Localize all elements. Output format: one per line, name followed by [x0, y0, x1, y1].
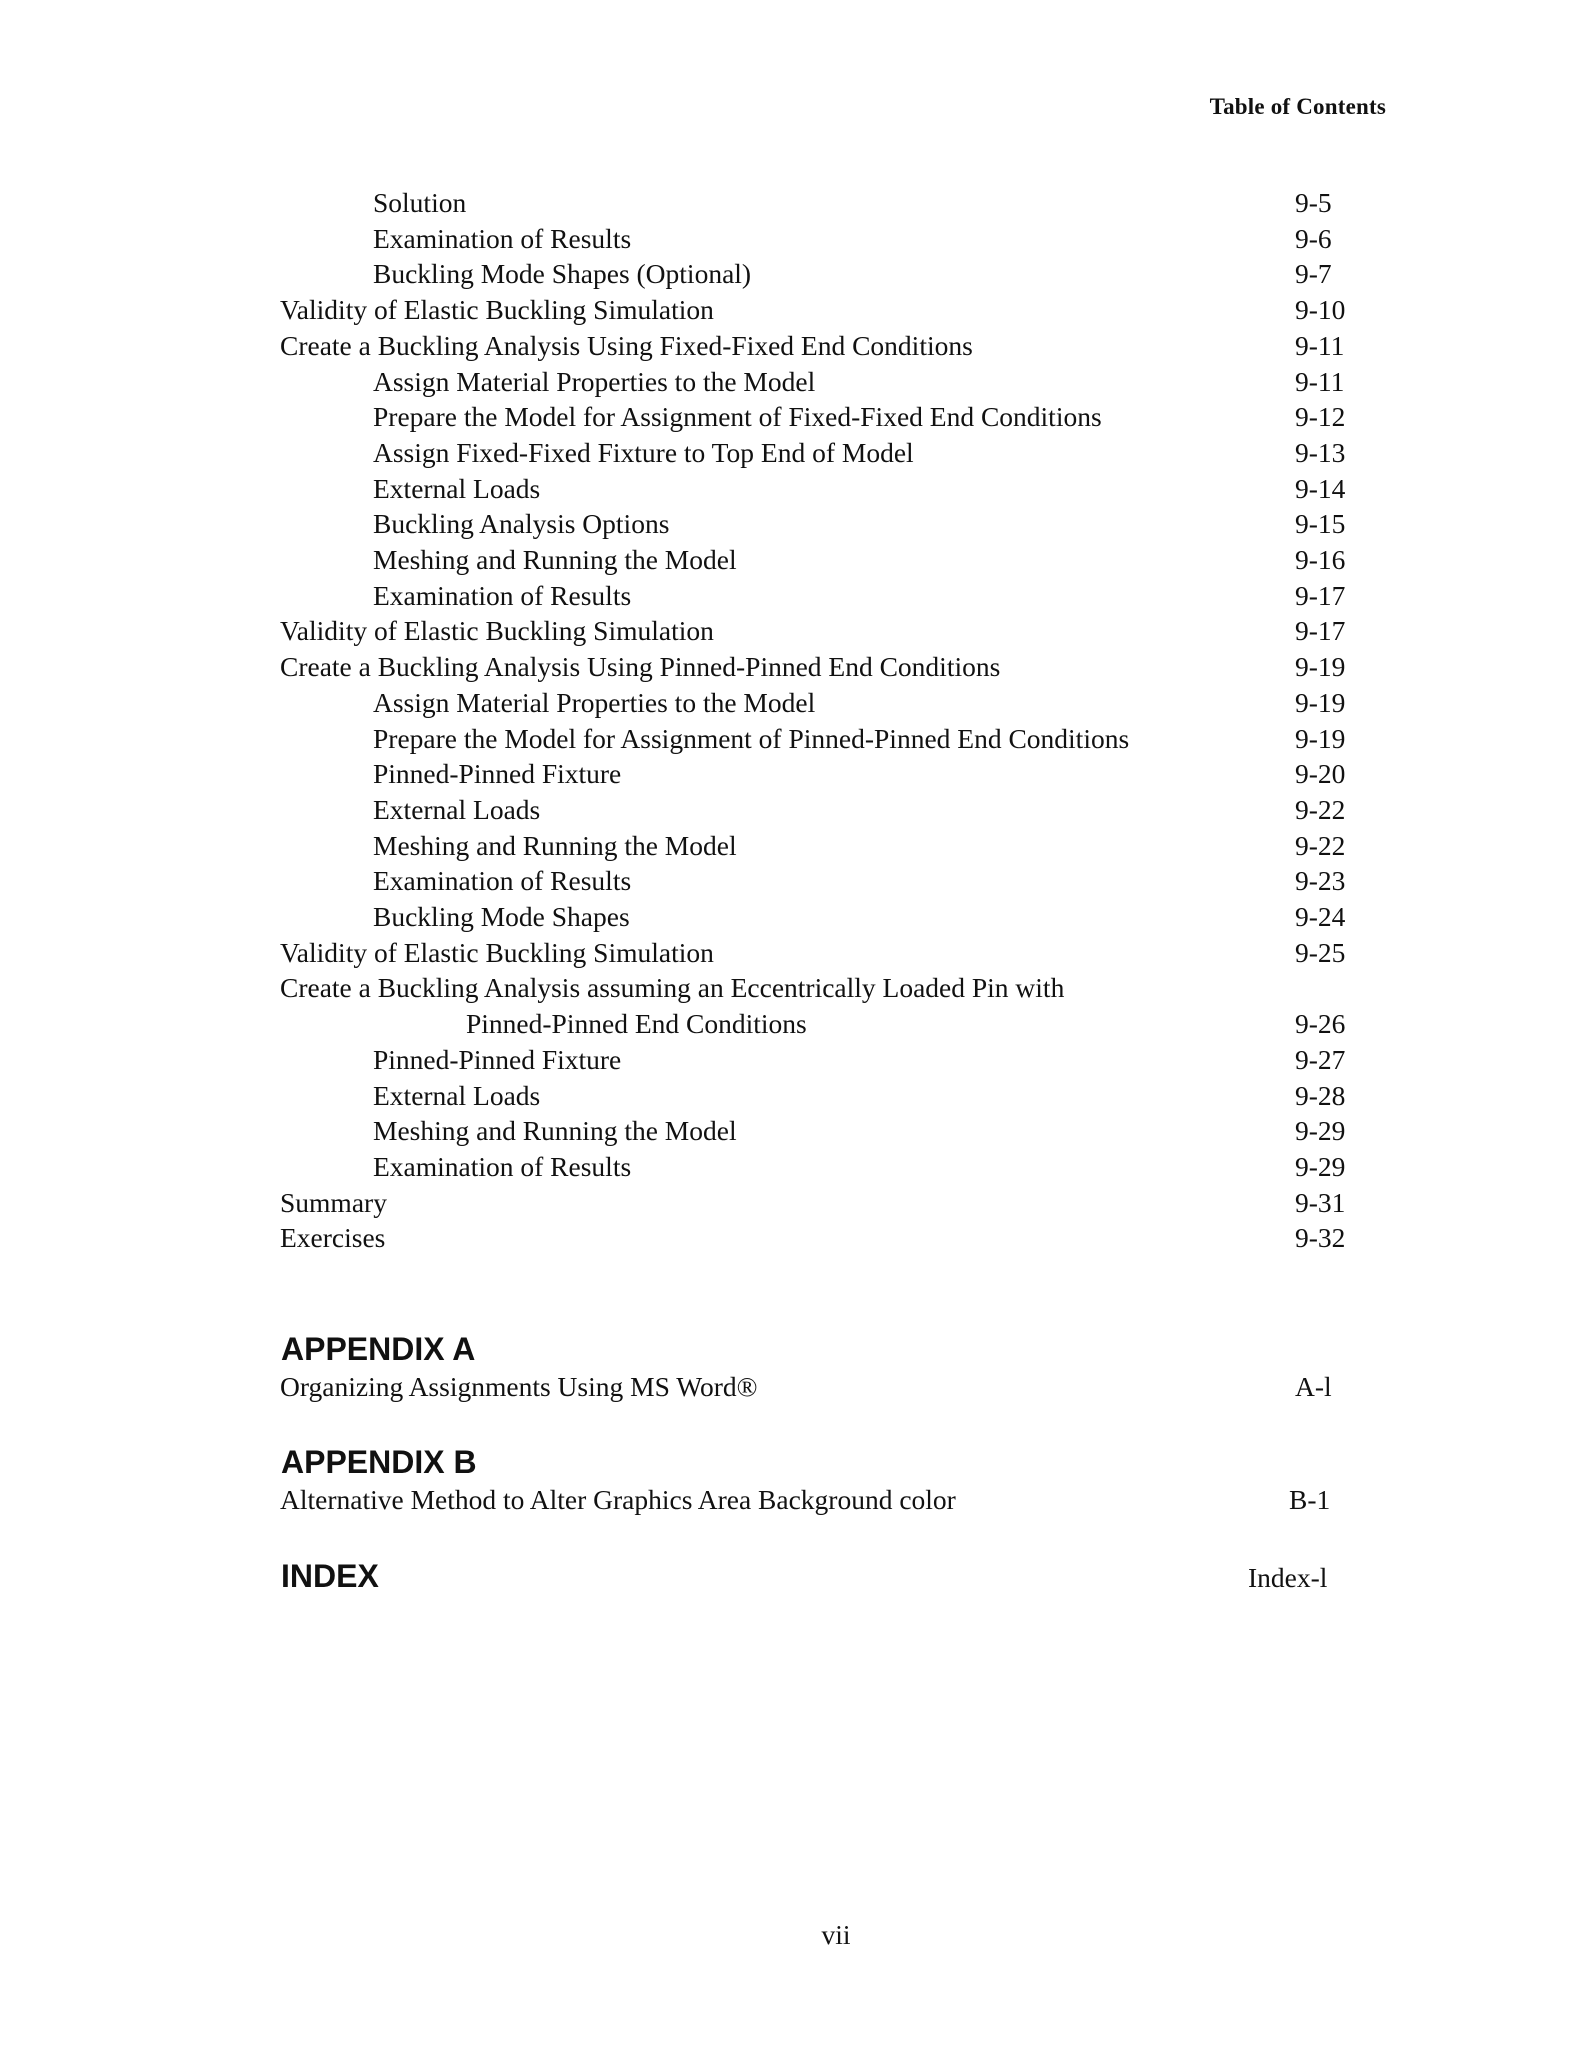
- index-entry[interactable]: [0, 1561, 1582, 1595]
- toc-entry-title: Validity of Elastic Buckling Simulation: [280, 936, 714, 968]
- appendix-a-entry-title: Organizing Assignments Using MS Word®: [280, 1371, 758, 1402]
- toc-entry[interactable]: [0, 1079, 1582, 1113]
- appendix-b-heading: APPENDIX B: [281, 1444, 477, 1480]
- toc-entry[interactable]: [0, 722, 1582, 756]
- toc-entry[interactable]: [0, 936, 1582, 970]
- toc-entry[interactable]: [0, 579, 1582, 613]
- toc-entry-title: Summary: [280, 1186, 387, 1218]
- toc-entry-page: 9-15: [1295, 508, 1346, 540]
- toc-entry-title: Validity of Elastic Buckling Simulation: [280, 615, 714, 647]
- toc-entry-page: 9-31: [1295, 1186, 1346, 1218]
- index-heading: INDEX: [281, 1558, 379, 1594]
- toc-entry[interactable]: [0, 614, 1582, 648]
- toc-entry-page: 9-23: [1295, 865, 1346, 897]
- toc-entry-page: 9-10: [1295, 294, 1346, 326]
- toc-entry-page: 9-26: [1295, 1008, 1346, 1040]
- toc-entry[interactable]: [0, 436, 1582, 470]
- toc-entry[interactable]: [0, 1007, 1582, 1041]
- toc-entry[interactable]: [0, 400, 1582, 434]
- toc-entry-title: External Loads: [373, 472, 541, 504]
- toc-entry[interactable]: [0, 650, 1582, 684]
- toc-entry[interactable]: [0, 257, 1582, 291]
- toc-entry-title: Examination of Results: [373, 579, 632, 611]
- toc-entry-title: Pinned-Pinned Fixture: [373, 758, 622, 790]
- toc-entry[interactable]: [0, 472, 1582, 506]
- toc-entry-page: 9-22: [1295, 793, 1346, 825]
- toc-entry[interactable]: [0, 1114, 1582, 1148]
- toc-entry-page: 9-28: [1295, 1079, 1346, 1111]
- toc-entry-page: 9-29: [1295, 1150, 1346, 1182]
- toc-entry[interactable]: [0, 686, 1582, 720]
- appendix-b-entry-title: Alternative Method to Alter Graphics Area Background color: [280, 1484, 956, 1515]
- toc-entry-title: Buckling Mode Shapes: [373, 901, 630, 932]
- toc-entry[interactable]: [0, 971, 1582, 1005]
- toc-entry[interactable]: [0, 829, 1582, 863]
- toc-entry-page: 9-19: [1295, 722, 1346, 754]
- appendix-a-entry-page: A-l: [1295, 1371, 1332, 1402]
- toc-entry[interactable]: [0, 222, 1582, 256]
- toc-entry-title: External Loads: [373, 793, 541, 825]
- toc-entry-title: Pinned-Pinned End Conditions: [466, 1008, 807, 1040]
- toc-entry-title: Create a Buckling Analysis Using Fixed-Fixed End Conditions: [280, 329, 973, 361]
- toc-entry-page: 9-17: [1295, 579, 1346, 611]
- running-header: Table of Contents: [1209, 94, 1386, 119]
- toc-entry-title: Meshing and Running the Model: [373, 1115, 737, 1147]
- toc-entry-title: Assign Fixed-Fixed Fixture to Top End of Model: [373, 436, 914, 468]
- toc-entry-title: Examination of Results: [373, 1150, 632, 1182]
- toc-entry[interactable]: [0, 1186, 1582, 1220]
- toc-entry-page: 9-7: [1295, 258, 1332, 290]
- toc-entry[interactable]: [0, 186, 1582, 220]
- toc-entry-title: Pinned-Pinned Fixture: [373, 1043, 622, 1075]
- toc-entry-title: Solution: [373, 187, 467, 218]
- toc-entry[interactable]: [0, 543, 1582, 577]
- toc-entry-page: 9-20: [1295, 758, 1346, 790]
- index-page: Index-l: [1248, 1562, 1328, 1593]
- toc-entry-page: 9-17: [1295, 615, 1346, 647]
- toc-entry-title: Create a Buckling Analysis Using Pinned-Pinned End Conditions: [280, 651, 1001, 683]
- toc-entry[interactable]: [0, 900, 1582, 934]
- toc-entry-page: 9-25: [1295, 936, 1346, 968]
- toc-entry[interactable]: [0, 1221, 1582, 1255]
- toc-entry[interactable]: [0, 329, 1582, 363]
- appendix-b-entry[interactable]: [0, 1483, 1582, 1517]
- toc-entry-title: Create a Buckling Analysis assuming an Eccentrically Loaded Pin with: [280, 972, 1065, 1004]
- toc-entry-page: 9-22: [1295, 829, 1346, 861]
- toc-entry-page: 9-13: [1295, 436, 1346, 468]
- toc-entry[interactable]: [0, 793, 1582, 827]
- toc-entry-page: 9-14: [1295, 472, 1346, 504]
- toc-entry-page: 9-19: [1295, 651, 1346, 683]
- toc-entry-title: Meshing and Running the Model: [373, 544, 737, 575]
- toc-entry[interactable]: [0, 864, 1582, 898]
- toc-entry[interactable]: [0, 1043, 1582, 1077]
- toc-entry[interactable]: [0, 293, 1582, 327]
- toc-entry-page: 9-12: [1295, 401, 1346, 433]
- appendix-a-entry[interactable]: [0, 1370, 1582, 1404]
- toc-entry-title: Prepare the Model for Assignment of Fixed-Fixed End Conditions: [373, 401, 1102, 433]
- toc-entry-page: 9-5: [1295, 187, 1332, 218]
- appendix-b-entry-page: B-1: [1289, 1484, 1331, 1515]
- toc-entry[interactable]: [0, 365, 1582, 399]
- toc-entry-title: Prepare the Model for Assignment of Pinned-Pinned End Conditions: [373, 722, 1130, 754]
- toc-entry[interactable]: [0, 757, 1582, 791]
- toc-entry-page: 9-11: [1295, 365, 1345, 397]
- toc-entry-page: 9-11: [1295, 329, 1345, 361]
- page-number: vii: [821, 1919, 851, 1950]
- toc-entry-title: Examination of Results: [373, 222, 632, 254]
- toc-entry-title: Buckling Analysis Options: [373, 508, 670, 540]
- toc-entry-title: Assign Material Properties to the Model: [373, 686, 816, 718]
- toc-entry-title: Buckling Mode Shapes (Optional): [373, 258, 752, 290]
- toc-entry[interactable]: [0, 1150, 1582, 1184]
- toc-entry-page: 9-16: [1295, 544, 1346, 575]
- toc-entry-page: 9-24: [1295, 901, 1346, 932]
- toc-entry[interactable]: [0, 507, 1582, 541]
- toc-entry-title: Exercises: [280, 1222, 386, 1254]
- toc-entry-title: Validity of Elastic Buckling Simulation: [280, 294, 714, 326]
- toc-entry-page: 9-27: [1295, 1043, 1346, 1075]
- toc-entry-page: 9-19: [1295, 686, 1346, 718]
- toc-entry-title: External Loads: [373, 1079, 541, 1111]
- toc-entry-title: Examination of Results: [373, 865, 632, 897]
- toc-entry-page: 9-32: [1295, 1222, 1346, 1254]
- appendix-a-heading: APPENDIX A: [281, 1331, 476, 1367]
- toc-entry-page: 9-29: [1295, 1115, 1346, 1147]
- toc-entry-page: 9-6: [1295, 222, 1332, 254]
- toc-entry-title: Assign Material Properties to the Model: [373, 365, 816, 397]
- toc-entry-title: Meshing and Running the Model: [373, 829, 737, 861]
